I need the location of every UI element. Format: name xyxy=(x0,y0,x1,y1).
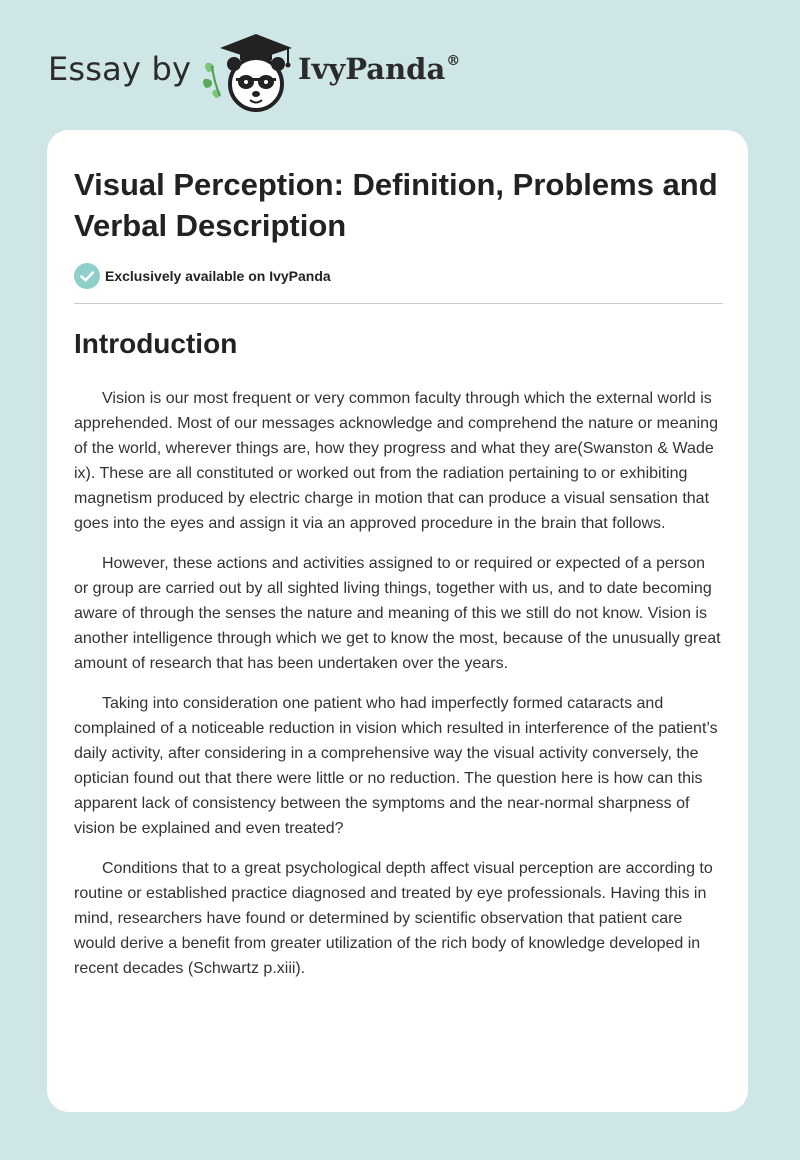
essay-title: Visual Perception: Definition, Problems and Verbal Description xyxy=(74,167,718,243)
panda-graduate-icon[interactable] xyxy=(200,32,296,112)
essay-body xyxy=(74,386,723,996)
paragraph: However, these actions and activities assigned to or required or expected of a person or group are carried out by all sighted living things, together with us, and to date becoming aware of through the senses the nature and meaning of this we still do not know. Vision is another intelligence through which we get to know the most, because of the unusually great amount of research that has been undertaken over the years. xyxy=(74,555,721,672)
exclusive-badge-text: Exclusively available on IvyPanda xyxy=(105,268,331,284)
brand-name[interactable]: IvyPanda® xyxy=(298,52,461,86)
essay-card xyxy=(47,130,748,1112)
paragraph: Taking into consideration one patient who had imperfectly formed cataracts and complained of a noticeable reduction in vision which resulted in interference of the patient’s daily activity, after considering in a comprehensive way the visual activity conversely, the optician found out that there were little or no reduction. The question here is how can this apparent lack of consistency between the symptoms and the near-normal sharpness of vision be explained and even treated? xyxy=(74,695,718,837)
section-heading: Introduction xyxy=(74,328,238,359)
paragraph: Conditions that to a great psychological depth affect visual perception are according to routine or established practice diagnosed and treated by eye professionals. Having this in mind, researchers have found or determined by scientific observation that patient care would derive a benefit from greater utilization of the rich body of knowledge developed in recent decades (Schwartz p.xiii). xyxy=(74,860,713,977)
brand-prefix: Essay by xyxy=(48,50,192,88)
paragraph: Vision is our most frequent or very common faculty through which the external world is apprehended. Most of our messages acknowledge and comprehend the nature or meaning of the world, wherever things are, how they progress and what they are(Swanston & Wade ix). These are all constituted or worked out from the radiation pertaining to or exhibiting magnetism produced by electric charge in motion that can produce a visual sensation that goes into the eyes and assign it via an approved procedure in the brain that follows. xyxy=(74,390,718,532)
exclusive-badge xyxy=(74,263,331,289)
site-header xyxy=(48,32,508,112)
divider xyxy=(74,303,723,304)
checkmark-circle-icon xyxy=(74,263,100,289)
